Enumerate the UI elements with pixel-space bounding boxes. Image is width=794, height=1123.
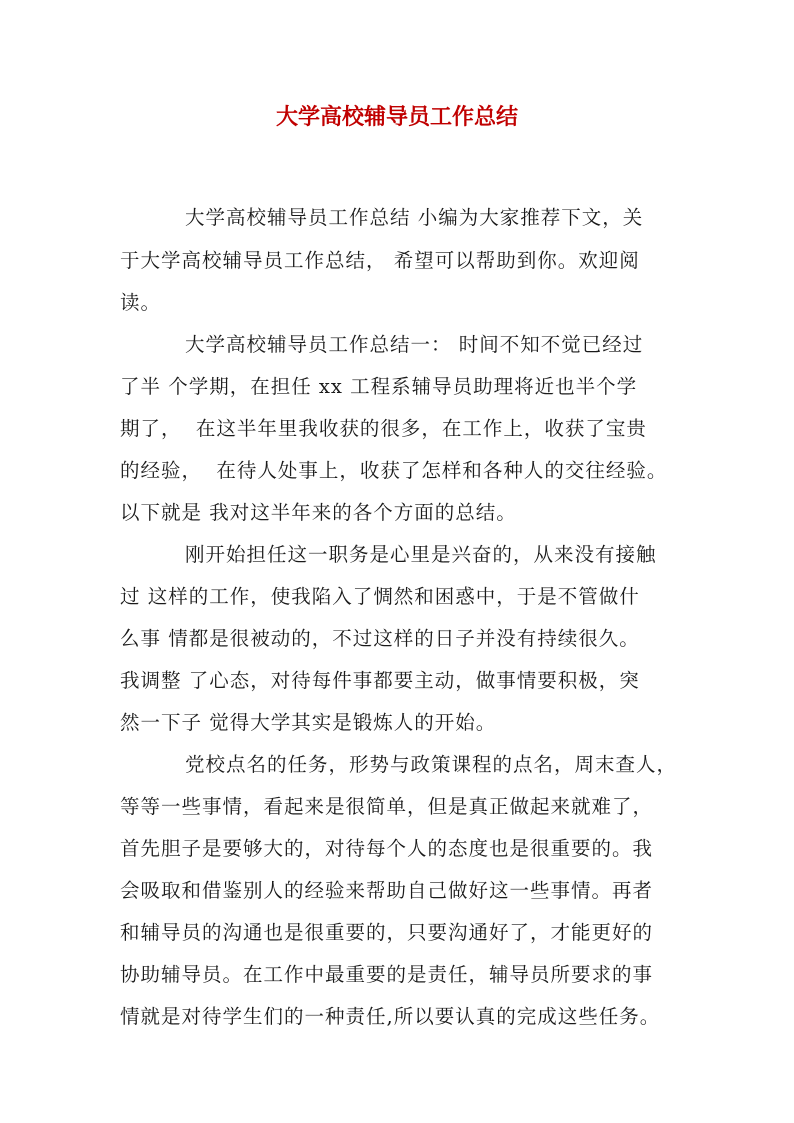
text-line: 刚开始担任这一职务是心里是兴奋的，从来没有接触 bbox=[185, 543, 657, 566]
text-line: 读。 bbox=[120, 291, 162, 314]
text-line: 等等一些事情，看起来是很简单，但是真正做起来就难了， bbox=[120, 795, 654, 818]
text-line: 么事 情都是很被动的，不过这样的日子并没有持续很久。 bbox=[120, 627, 640, 650]
text-line: 期了， 在这半年里我收获的很多，在工作上，收获了宝贵 bbox=[120, 417, 647, 440]
text-line: 了半 个学期，在担任 xx 工程系辅导员助理将近也半个学 bbox=[120, 375, 638, 398]
text-line: 大学高校辅导员工作总结一： 时间不知不觉已经过 bbox=[185, 333, 644, 356]
text-line: 我调整 了心态，对待每件事都要主动，做事情要积极，突 bbox=[120, 669, 640, 692]
text-line: 情就是对待学生们的一种责任,所以要认真的完成这些任务。 bbox=[120, 1005, 661, 1028]
text-line: 的经验， 在待人处事上，收获了怎样和各种人的交往经验。 bbox=[120, 459, 668, 482]
text-line: 会吸取和借鉴别人的经验来帮助自己做好这一些事情。再者 bbox=[120, 879, 654, 902]
text-line: 和辅导员的沟通也是很重要的，只要沟通好了，才能更好的 bbox=[120, 921, 654, 944]
text-line: 以下就是 我对这半年来的各个方面的总结。 bbox=[120, 501, 517, 524]
text-line: 于大学高校辅导员工作总结， 希望可以帮助到你。欢迎阅 bbox=[120, 249, 640, 272]
text-line: 大学高校辅导员工作总结 小编为大家推荐下文，关 bbox=[185, 206, 644, 229]
text-line: 首先胆子是要够大的，对待每个人的态度也是很重要的。我 bbox=[120, 837, 654, 860]
text-line: 过 这样的工作，使我陷入了惆然和困惑中，于是不管做什 bbox=[120, 585, 640, 608]
text-line: 协助辅导员。在工作中最重要的是责任，辅导员所要求的事 bbox=[120, 963, 654, 986]
text-line: 然一下子 觉得大学其实是锻炼人的开始。 bbox=[120, 711, 497, 734]
document-title: 大学高校辅导员工作总结 bbox=[275, 104, 518, 130]
text-line: 党校点名的任务，形势与政策课程的点名，周末查人， bbox=[185, 753, 678, 776]
